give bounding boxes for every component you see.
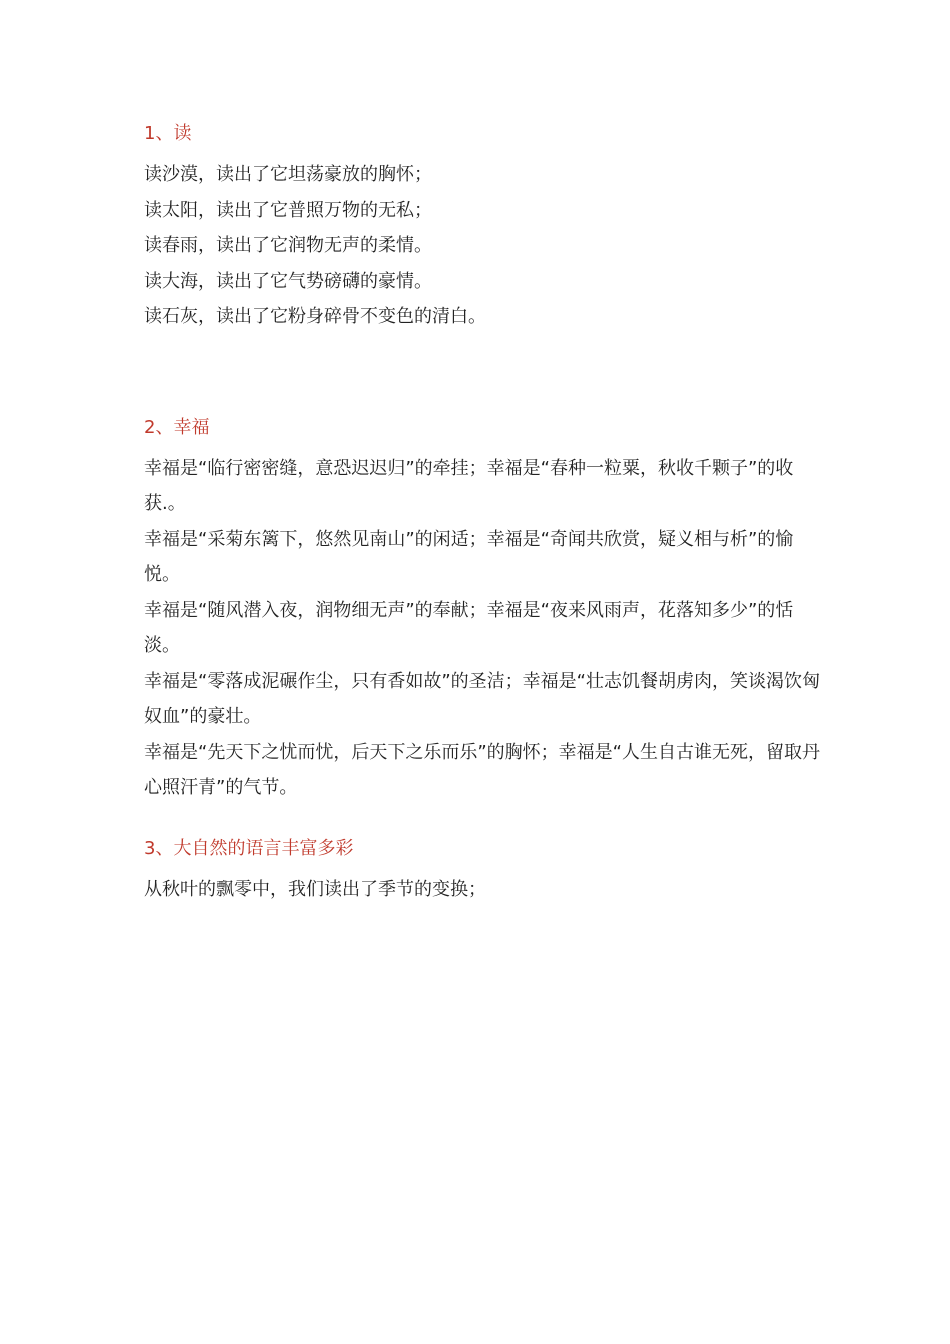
paragraph: 幸福是“临行密密缝，意恐迟迟归”的牵挂；幸福是“春种一粒粟，秋收千颗子”的收获.。 <box>144 457 794 514</box>
section-happiness <box>144 410 824 806</box>
section-read <box>144 116 824 335</box>
paragraph: 读大海，读出了它气势磅礴的豪情。 <box>144 270 432 292</box>
section-heading: 1、读 <box>144 123 192 144</box>
paragraph: 幸福是“先天下之忧而忧，后天下之乐而乐”的胸怀；幸福是“人生自古谁无死，留取丹心照汗青”的气节。 <box>144 741 820 798</box>
paragraph: 读石灰，读出了它粉身碎骨不变色的清白。 <box>144 306 486 327</box>
document-content <box>144 116 824 907</box>
section-nature-language <box>144 831 824 908</box>
paragraph: 幸福是“零落成泥碾作尘，只有香如故”的圣洁；幸福是“壮志饥餐胡虏肉，笑谈渴饮匈奴血”的豪壮。 <box>144 670 820 727</box>
paragraph: 读太阳，读出了它普照万物的无私； <box>144 199 432 221</box>
section-heading: 2、幸福 <box>144 416 210 438</box>
paragraph: 幸福是“随风潜入夜，润物细无声”的奉献；幸福是“夜来风雨声，花落知多少”的恬淡。 <box>144 599 794 656</box>
section-heading: 3、大自然的语言丰富多彩 <box>144 837 354 859</box>
paragraph: 读春雨，读出了它润物无声的柔情。 <box>144 235 432 256</box>
paragraph: 从秋叶的飘零中，我们读出了季节的变换； <box>144 878 486 900</box>
paragraph: 幸福是“采菊东篱下，悠然见南山”的闲适；幸福是“奇闻共欣赏，疑义相与析”的愉悦。 <box>144 528 794 585</box>
paragraph: 读沙漠，读出了它坦荡豪放的胸怀； <box>144 164 432 185</box>
